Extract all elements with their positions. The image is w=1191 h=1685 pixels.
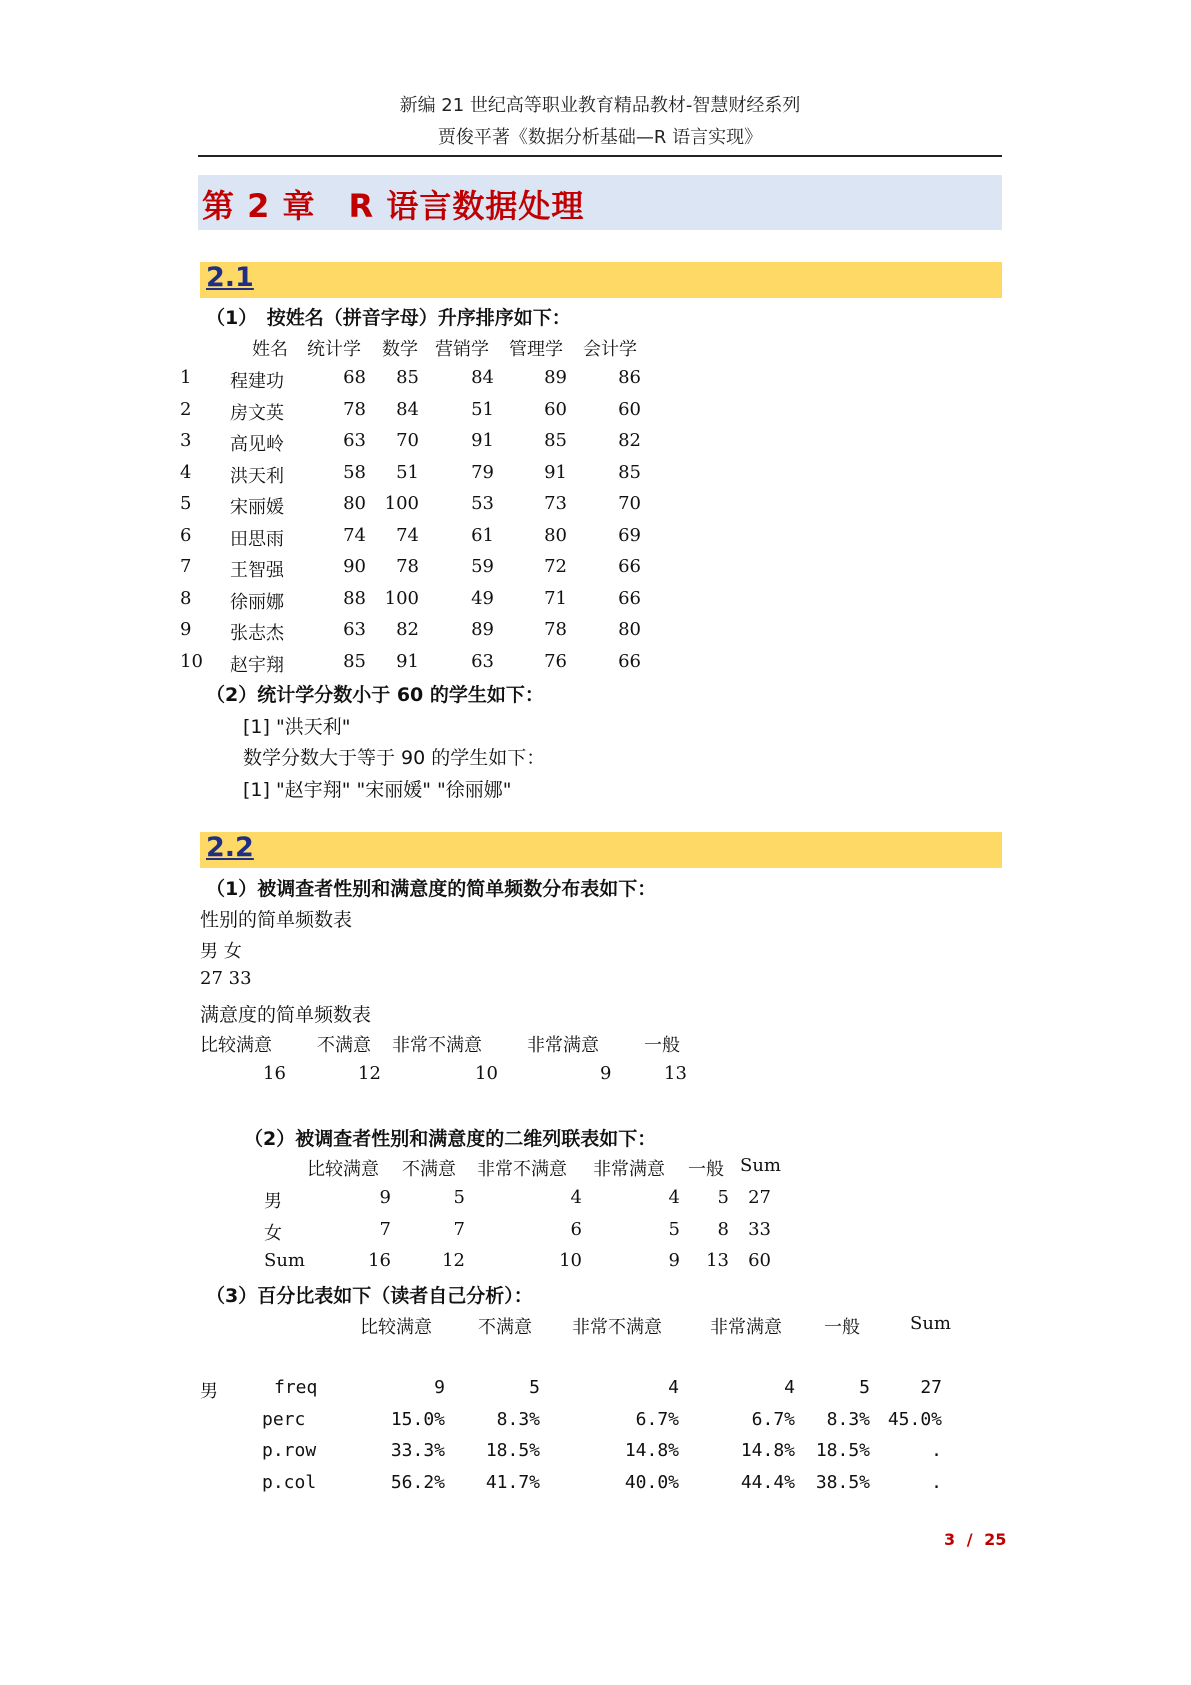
table-cell: 70 xyxy=(396,430,419,451)
percent-cell: 5 xyxy=(859,1377,870,1398)
crosstab-cell: 6 xyxy=(570,1218,582,1240)
header-rule xyxy=(198,155,1002,157)
s22-gender-labels: 男 女 xyxy=(200,941,242,962)
table-cell: 74 xyxy=(343,524,366,546)
table-cell: 82 xyxy=(618,430,641,451)
table-row-name: 洪天利 xyxy=(230,465,284,487)
table-row-name: 张志杰 xyxy=(230,623,284,644)
crosstab-cell: 33 xyxy=(748,1218,771,1240)
s21-col-name: 姓名 xyxy=(252,339,288,360)
table-cell: 84 xyxy=(471,367,494,388)
s22-question-1: （1）被调查者性别和满意度的简单频数分布表如下： xyxy=(206,878,657,900)
table-cell: 86 xyxy=(618,367,641,388)
percent-cell: 41.7% xyxy=(485,1471,540,1493)
crosstab-cell: 13 xyxy=(706,1250,729,1271)
percent-cell: 8.3% xyxy=(496,1408,540,1430)
table-row-index: 3 xyxy=(180,430,192,451)
percent-col-header: Sum xyxy=(910,1313,951,1334)
percent-cell: . xyxy=(931,1471,942,1493)
percent-cell: 40.0% xyxy=(624,1471,679,1493)
crosstab-col-header: 比较满意 xyxy=(307,1159,379,1180)
crosstab-cell: 9 xyxy=(379,1187,391,1208)
table-row-index: 10 xyxy=(180,650,203,672)
table-cell: 60 xyxy=(544,398,567,420)
crosstab-cell: 7 xyxy=(379,1218,391,1240)
table-cell: 85 xyxy=(618,461,641,483)
s22-question-2: （2）被调查者性别和满意度的二维列联表如下： xyxy=(244,1128,657,1150)
s21-col-marketing: 营销学 xyxy=(435,339,489,360)
table-cell: 51 xyxy=(471,398,494,420)
percent-row-label: freq xyxy=(274,1377,318,1398)
table-cell: 78 xyxy=(544,619,567,640)
s21-col-management: 管理学 xyxy=(509,339,563,360)
s22-sat-label-5: 一般 xyxy=(644,1035,680,1056)
table-cell: 82 xyxy=(396,619,419,640)
table-cell: 89 xyxy=(544,367,567,388)
table-cell: 85 xyxy=(544,430,567,451)
table-row-name: 王智强 xyxy=(230,560,284,581)
table-row-name: 高见岭 xyxy=(230,434,284,455)
table-cell: 61 xyxy=(471,524,494,546)
chapter-title: 第 2 章 R 语言数据处理 xyxy=(202,187,585,225)
percent-row-label: p.col xyxy=(262,1471,317,1493)
table-row-index: 6 xyxy=(180,524,192,546)
section-banner-2-1 xyxy=(200,262,1002,298)
percent-cell: 9 xyxy=(434,1377,445,1398)
s22-sat-count-1: 16 xyxy=(263,1063,286,1084)
s21-result-math-above-90: [1] "赵宇翔" "宋丽媛" "徐丽娜" xyxy=(243,779,512,801)
table-cell: 80 xyxy=(618,619,641,640)
s22-sat-count-4: 9 xyxy=(600,1063,612,1084)
s21-question-2: （2）统计学分数小于 60 的学生如下： xyxy=(206,684,544,706)
percent-cell: 4 xyxy=(668,1377,679,1398)
crosstab-cell: 5 xyxy=(717,1187,729,1208)
s22-sat-label-1: 比较满意 xyxy=(200,1035,272,1056)
crosstab-cell: 4 xyxy=(668,1187,680,1208)
table-cell: 71 xyxy=(544,587,567,609)
crosstab-cell: 5 xyxy=(668,1218,680,1240)
crosstab-cell: 10 xyxy=(559,1250,582,1271)
table-cell: 63 xyxy=(471,650,494,672)
percent-cell: 8.3% xyxy=(826,1408,870,1430)
percent-cell: 6.7% xyxy=(635,1408,679,1430)
table-row-name: 程建功 xyxy=(230,371,284,392)
table-row-index: 5 xyxy=(180,493,192,514)
crosstab-cell: 5 xyxy=(453,1187,465,1208)
section-banner-2-2 xyxy=(200,832,1002,868)
crosstab-cell: 9 xyxy=(668,1250,680,1271)
percent-cell: 15.0% xyxy=(390,1408,445,1430)
table-cell: 73 xyxy=(544,493,567,514)
crosstab-col-header: Sum xyxy=(740,1155,781,1176)
crosstab-cell: 16 xyxy=(368,1250,391,1271)
crosstab-col-header: 非常不满意 xyxy=(477,1159,567,1180)
percent-group-label: 男 xyxy=(200,1381,218,1402)
table-cell: 85 xyxy=(343,650,366,672)
page-separator: / xyxy=(966,1530,973,1549)
s22-sat-count-2: 12 xyxy=(358,1063,381,1084)
crosstab-cell: 12 xyxy=(442,1250,465,1271)
table-row-name: 宋丽媛 xyxy=(230,497,284,518)
crosstab-col-header: 非常满意 xyxy=(593,1159,665,1180)
table-cell: 100 xyxy=(384,587,419,609)
table-cell: 63 xyxy=(343,619,366,640)
percent-row-label: perc xyxy=(262,1408,306,1430)
s21-col-accounting: 会计学 xyxy=(583,339,637,360)
table-cell: 78 xyxy=(396,556,419,577)
section-title-2-1: 2.1 xyxy=(206,262,254,293)
s21-question-1: （1） 按姓名（拼音字母）升序排序如下： xyxy=(206,307,571,329)
crosstab-row-label: 男 xyxy=(264,1191,282,1212)
crosstab-cell: 8 xyxy=(717,1218,729,1240)
table-row-name: 田思雨 xyxy=(230,528,284,550)
percent-cell: 38.5% xyxy=(815,1471,870,1493)
percent-cell: 14.8% xyxy=(624,1440,679,1461)
percent-cell: . xyxy=(931,1440,942,1461)
section-title-2-2: 2.2 xyxy=(206,832,254,863)
percent-col-header: 非常满意 xyxy=(710,1317,782,1338)
s22-question-3: （3）百分比表如下（读者自己分析）： xyxy=(206,1285,533,1307)
s22-gender-title: 性别的简单频数表 xyxy=(200,909,353,931)
crosstab-row-label: 女 xyxy=(264,1222,282,1244)
crosstab-col-header: 一般 xyxy=(688,1159,724,1180)
s22-sat-label-4: 非常满意 xyxy=(527,1035,599,1056)
percent-cell: 45.0% xyxy=(887,1408,942,1430)
s22-gender-counts: 27 33 xyxy=(200,968,252,989)
percent-cell: 44.4% xyxy=(740,1471,795,1493)
table-cell: 51 xyxy=(396,461,419,483)
percent-cell: 27 xyxy=(920,1377,942,1398)
table-row-name: 房文英 xyxy=(230,402,284,424)
table-cell: 90 xyxy=(343,556,366,577)
crosstab-col-header: 不满意 xyxy=(402,1159,456,1180)
percent-cell: 56.2% xyxy=(390,1471,445,1493)
table-cell: 66 xyxy=(618,650,641,672)
percent-row-label: p.row xyxy=(262,1440,317,1461)
crosstab-cell: 4 xyxy=(570,1187,582,1208)
percent-cell: 18.5% xyxy=(485,1440,540,1461)
percent-cell: 6.7% xyxy=(751,1408,795,1430)
table-cell: 78 xyxy=(343,398,366,420)
table-cell: 66 xyxy=(618,587,641,609)
percent-cell: 33.3% xyxy=(390,1440,445,1461)
table-cell: 58 xyxy=(343,461,366,483)
table-cell: 70 xyxy=(618,493,641,514)
table-row-index: 2 xyxy=(180,398,192,420)
s21-math-caption: 数学分数大于等于 90 的学生如下： xyxy=(243,747,546,769)
crosstab-cell: 27 xyxy=(748,1187,771,1208)
s22-sat-label-3: 非常不满意 xyxy=(392,1035,482,1056)
table-row-name: 徐丽娜 xyxy=(230,591,284,613)
percent-cell: 14.8% xyxy=(740,1440,795,1461)
page-total: 25 xyxy=(984,1530,1007,1549)
running-header-series: 新编 21 世纪高等职业教育精品教材-智慧财经系列 xyxy=(399,95,801,116)
table-cell: 80 xyxy=(343,493,366,514)
table-cell: 85 xyxy=(396,367,419,388)
table-cell: 68 xyxy=(343,367,366,388)
table-cell: 84 xyxy=(396,398,419,420)
table-row-index: 8 xyxy=(180,587,192,609)
table-cell: 74 xyxy=(396,524,419,546)
percent-cell: 4 xyxy=(784,1377,795,1398)
s22-sat-label-2: 不满意 xyxy=(317,1035,371,1056)
page-current: 3 xyxy=(944,1530,956,1549)
s21-result-stat-below-60: [1] "洪天利" xyxy=(243,716,351,738)
table-cell: 49 xyxy=(471,587,494,609)
percent-col-header: 不满意 xyxy=(478,1317,532,1338)
percent-col-header: 一般 xyxy=(824,1317,860,1338)
page-number xyxy=(944,1530,1006,1549)
table-cell: 91 xyxy=(471,430,494,451)
s22-satisfaction-title: 满意度的简单频数表 xyxy=(200,1004,372,1026)
s22-sat-count-3: 10 xyxy=(475,1063,498,1084)
table-cell: 53 xyxy=(471,493,494,514)
s21-col-math: 数学 xyxy=(382,339,418,360)
table-row-index: 4 xyxy=(180,461,192,483)
crosstab-cell: 7 xyxy=(453,1218,465,1240)
table-cell: 80 xyxy=(544,524,567,546)
percent-col-header: 非常不满意 xyxy=(572,1317,662,1338)
table-row-index: 7 xyxy=(180,556,192,577)
table-row-index: 1 xyxy=(180,367,192,388)
table-cell: 89 xyxy=(471,619,494,640)
table-cell: 72 xyxy=(544,556,567,577)
crosstab-cell: 60 xyxy=(748,1250,771,1271)
table-cell: 91 xyxy=(396,650,419,672)
percent-cell: 5 xyxy=(529,1377,540,1398)
table-cell: 79 xyxy=(471,461,494,483)
table-row-name: 赵宇翔 xyxy=(230,654,284,676)
table-cell: 66 xyxy=(618,556,641,577)
table-cell: 59 xyxy=(471,556,494,577)
crosstab-row-label: Sum xyxy=(264,1250,305,1271)
percent-col-header: 比较满意 xyxy=(360,1317,432,1338)
percent-cell: 18.5% xyxy=(815,1440,870,1461)
table-cell: 91 xyxy=(544,461,567,483)
table-cell: 60 xyxy=(618,398,641,420)
table-cell: 100 xyxy=(384,493,419,514)
running-header-book: 贾俊平著《数据分析基础—R 语言实现》 xyxy=(437,127,763,148)
table-cell: 69 xyxy=(618,524,641,546)
table-row-index: 9 xyxy=(180,619,192,640)
table-cell: 63 xyxy=(343,430,366,451)
table-cell: 76 xyxy=(544,650,567,672)
table-cell: 88 xyxy=(343,587,366,609)
s22-sat-count-5: 13 xyxy=(664,1063,687,1084)
s21-col-stat: 统计学 xyxy=(307,339,361,360)
